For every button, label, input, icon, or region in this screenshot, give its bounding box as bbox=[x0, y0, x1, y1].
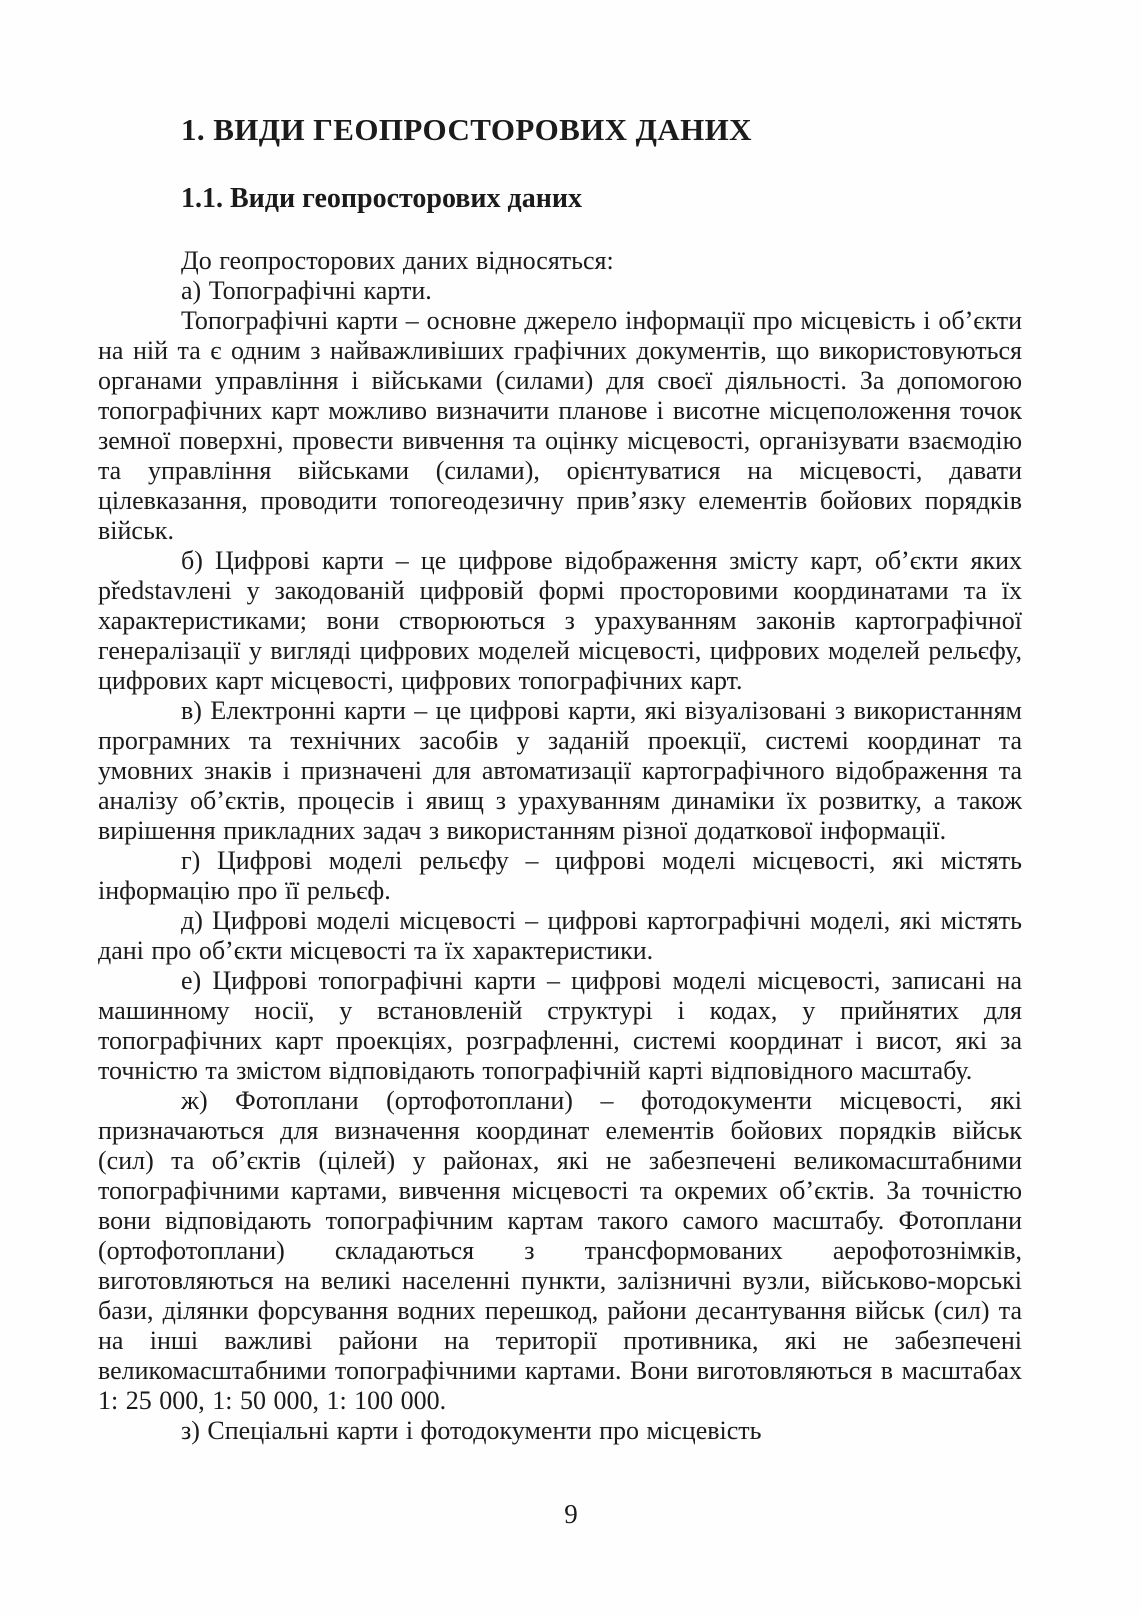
paragraph-item-g: г) Цифрові моделі рельєфу – цифрові моделі місцевості, які містять інформацію про її рельєф. bbox=[98, 846, 1022, 905]
paragraph-topo-maps: Топографічні карти – основне джерело інформації про місцевість і об’єкти на ній та є одним з найважливіших графічних документів, що використовуються органами управління і військами (силами) для своєї діяльності. За допомогою топографічних карт можливо визначити планове і висотне місцеположення точок земної поверхні, провести вивчення та оцінку місцевості, організувати взаємодію та управління військами (силами), орієнтуватися на місцевості, давати цілевказання, проводити топогеодезичну прив’язку елементів бойових порядків військ. bbox=[98, 306, 1022, 545]
text-column bbox=[98, 110, 1022, 1446]
paragraph-item-v: в) Електронні карти – це цифрові карти, які візуалізовані з використанням програмних та технічних засобів у заданій проекції, системі координат та умовних знаків і призначені для автоматизації картографічного відображення та аналізу об’єктів, процесів і явищ з урахуванням динаміки їх розвитку, а також вирішення прикладних задач з використанням різної додаткової інформації. bbox=[98, 696, 1022, 845]
paragraph-item-b: б) Цифрові карти – це цифрове відображення змісту карт, об’єкти яких představлені у закодованій цифровій формі просторовими координатами та їх характеристиками; вони створюються з урахуванням законів картографічної генералізації у вигляді цифрових моделей місцевості, цифрових моделей рельєфу, цифрових карт місцевості, цифрових топографічних карт. bbox=[98, 546, 1022, 695]
page-number: 9 bbox=[564, 1499, 578, 1529]
paragraph-item-zh: ж) Фотоплани (ортофотоплани) – фотодокументи місцевості, які призначаються для визначення координат елементів бойових порядків військ (сил) та об’єктів (цілей) у районах, які не забезпечені великомасштабними топографічними картами, вивчення місцевості та окремих об’єктів. За точністю вони відповідають топографічним картам такого самого масштабу. Фотоплани (ортофотоплани) складаються з трансформованих аерофотознімків, виготовляються на великі населенні пункти, залізничні вузли, військово-морські бази, ділянки форсування водних перешкод, райони десантування військ (сил) та на інші важливі райони на території противника, які не забезпечені великомасштабними топографічними картами. Вони виготовляються в масштабах 1: 25 000, 1: 50 000, 1: 100 000. bbox=[98, 1086, 1022, 1415]
paragraph-item-e: е) Цифрові топографічні карти – цифрові моделі місцевості, записані на машинному носії, у встановленій структурі і кодах, у прийнятих для топографічних карт проекціях, розграфленні, системі координат і висот, які за точністю та змістом відповідають топографічній карті відповідного масштабу. bbox=[98, 966, 1022, 1085]
paragraph-item-a: а) Топографічні карти. bbox=[181, 276, 432, 305]
section-title: 1. ВИДИ ГЕОПРОСТОРОВИХ ДАНИХ bbox=[181, 112, 752, 147]
paragraph-item-d: д) Цифрові моделі місцевості – цифрові картографічні моделі, які містять дані про об’єкти місцевості та їх характеристики. bbox=[98, 906, 1022, 965]
body-text bbox=[98, 246, 1022, 1446]
subsection-title: 1.1. Види геопросторових даних bbox=[181, 183, 582, 214]
paragraph-item-z: з) Спеціальні карти і фотодокументи про місцевість bbox=[181, 1416, 762, 1445]
paragraph-intro: До геопросторових даних відносяться: bbox=[181, 246, 614, 275]
